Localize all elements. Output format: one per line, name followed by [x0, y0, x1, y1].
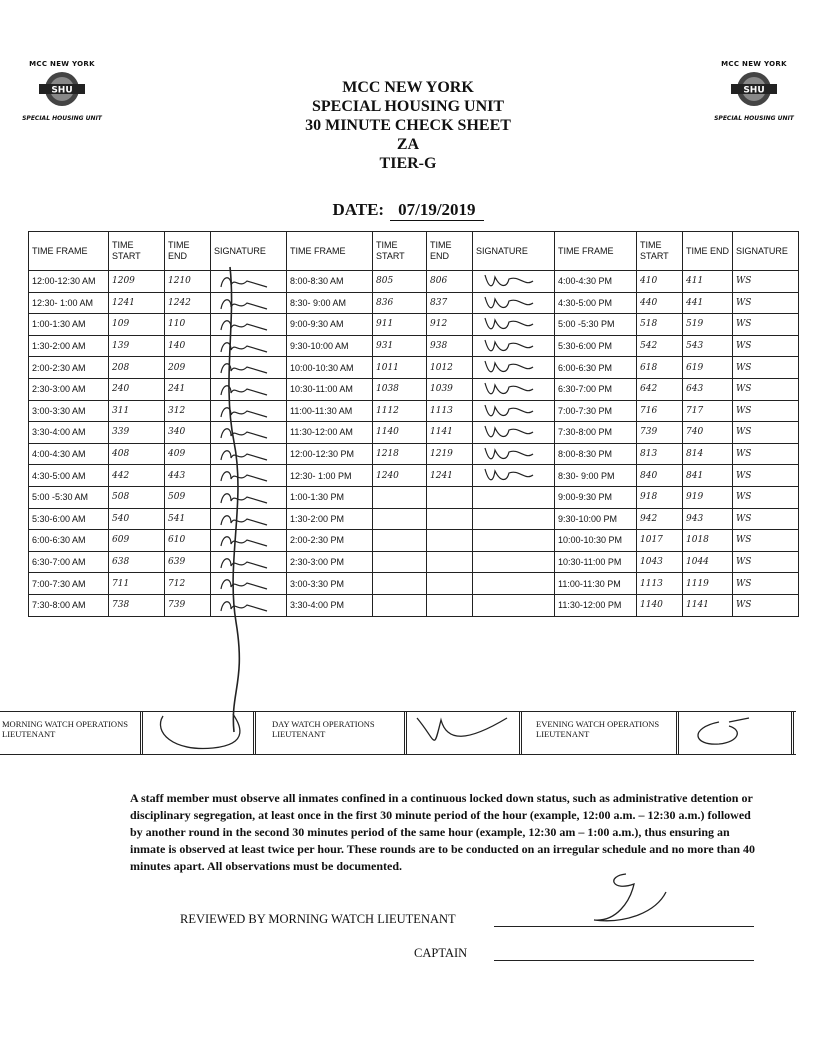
time-start-cell[interactable]: 109	[109, 314, 165, 336]
time-end-cell[interactable]	[427, 573, 473, 595]
time-frame-cell: 3:30-4:00 PM	[287, 594, 373, 616]
time-end-cell[interactable]: 712	[165, 573, 211, 595]
time-frame-cell: 10:30-11:00 PM	[555, 551, 637, 573]
table-row	[29, 443, 799, 465]
time-frame-cell: 8:30- 9:00 AM	[287, 292, 373, 314]
captain-label: CAPTAIN	[414, 946, 468, 960]
table-header-row	[29, 232, 799, 271]
time-start-cell[interactable]: 1140	[637, 594, 683, 616]
signature-mark	[479, 467, 539, 485]
col-time-frame: TIME FRAME	[287, 232, 373, 271]
time-end-cell[interactable]: 841	[683, 465, 733, 487]
time-start-cell[interactable]: 813	[637, 443, 683, 465]
time-end-cell[interactable]: 411	[683, 271, 733, 293]
time-start-cell[interactable]: 738	[109, 594, 165, 616]
time-start-cell[interactable]	[373, 530, 427, 552]
morning-watch-label: MORNING WATCH OPERATIONS LIEUTENANT	[2, 719, 128, 739]
signature-cell[interactable]	[473, 465, 555, 487]
col-time-end: TIME END	[165, 232, 211, 271]
time-frame-cell: 5:00 -5:30 PM	[555, 314, 637, 336]
table-row	[29, 314, 799, 336]
signature-cell[interactable]	[473, 335, 555, 357]
time-frame-cell: 4:00-4:30 PM	[555, 271, 637, 293]
time-start-cell[interactable]: 440	[637, 292, 683, 314]
time-frame-cell: 1:00-1:30 AM	[29, 314, 109, 336]
sheet-header	[0, 78, 816, 173]
time-end-cell[interactable]: 1141	[683, 594, 733, 616]
signature-cell[interactable]	[473, 422, 555, 444]
time-frame-cell: 8:00-8:30 PM	[555, 443, 637, 465]
time-frame-cell: 7:00-7:30 AM	[29, 573, 109, 595]
time-start-cell[interactable]: 911	[373, 314, 427, 336]
signature-cell[interactable]: WS	[733, 422, 799, 444]
time-start-cell[interactable]: 410	[637, 271, 683, 293]
signature-mark	[479, 446, 539, 464]
col-time-start: TIME START	[109, 232, 165, 271]
time-frame-cell: 11:30-12:00 AM	[287, 422, 373, 444]
time-end-cell[interactable]: 443	[165, 465, 211, 487]
col-time-end: TIME END	[427, 232, 473, 271]
time-frame-cell: 2:30-3:00 PM	[287, 551, 373, 573]
time-start-cell[interactable]: 540	[109, 508, 165, 530]
morning-signature-stroke	[200, 262, 280, 742]
time-start-cell[interactable]: 442	[109, 465, 165, 487]
time-frame-cell: 6:30-7:00 AM	[29, 551, 109, 573]
time-frame-cell: 9:00-9:30 AM	[287, 314, 373, 336]
time-end-cell[interactable]: 1219	[427, 443, 473, 465]
date-label: DATE:	[332, 200, 385, 219]
time-start-cell[interactable]: 1043	[637, 551, 683, 573]
captain-signature-line[interactable]	[494, 960, 754, 961]
time-start-cell[interactable]: 609	[109, 530, 165, 552]
signature-mark	[479, 316, 539, 334]
signature-mark	[479, 424, 539, 442]
time-frame-cell: 2:00-2:30 AM	[29, 357, 109, 379]
time-start-cell[interactable]: 1209	[109, 271, 165, 293]
signature-cell[interactable]: WS	[733, 335, 799, 357]
table-row	[29, 486, 799, 508]
time-frame-cell: 11:30-12:00 PM	[555, 594, 637, 616]
time-end-cell[interactable]: 441	[683, 292, 733, 314]
time-start-cell[interactable]: 711	[109, 573, 165, 595]
header-line5: TIER-G	[379, 155, 437, 172]
time-end-cell[interactable]: 1113	[427, 400, 473, 422]
time-frame-cell: 8:30- 9:00 PM	[555, 465, 637, 487]
time-frame-cell: 5:30-6:00 AM	[29, 508, 109, 530]
time-start-cell[interactable]: 508	[109, 486, 165, 508]
signature-cell[interactable]	[473, 400, 555, 422]
time-end-cell[interactable]: 509	[165, 486, 211, 508]
time-start-cell[interactable]: 618	[637, 357, 683, 379]
time-start-cell[interactable]: 642	[637, 378, 683, 400]
signature-cell[interactable]: WS	[733, 357, 799, 379]
time-end-cell[interactable]	[427, 594, 473, 616]
table-row	[29, 422, 799, 444]
reviewed-by-label: REVIEWED BY MORNING WATCH LIEUTENANT	[180, 912, 456, 926]
time-start-cell[interactable]: 840	[637, 465, 683, 487]
signature-cell[interactable]: WS	[733, 443, 799, 465]
col-signature: SIGNATURE	[733, 232, 799, 271]
time-start-cell[interactable]: 638	[109, 551, 165, 573]
time-frame-cell: 3:30-4:00 AM	[29, 422, 109, 444]
time-start-cell[interactable]	[373, 486, 427, 508]
seal-text: SHU	[51, 85, 73, 96]
time-frame-cell: 8:00-8:30 AM	[287, 271, 373, 293]
reviewer-signature-mark	[586, 862, 676, 932]
table-row	[29, 551, 799, 573]
table-row	[29, 508, 799, 530]
signature-cell[interactable]	[473, 357, 555, 379]
time-start-cell[interactable]: 1241	[109, 292, 165, 314]
logo-bottom-text: SPECIAL HOUSING UNIT	[22, 115, 102, 122]
time-start-cell[interactable]: 311	[109, 400, 165, 422]
time-frame-cell: 5:30-6:00 PM	[555, 335, 637, 357]
time-frame-cell: 7:30-8:00 PM	[555, 422, 637, 444]
header-line2: SPECIAL HOUSING UNIT	[311, 98, 505, 115]
observation-notice: A staff member must observe all inmates confined in a continuous locked down status, such as administrative detention or disciplinary segregation, at least once in the first 30 minute period of the hour (example, 12:00 a.m. – 12:30 a.m.) followed by another round in the second 30 minutes period of the same hour (example, 12:30 am – 1:00 a.m.), thus ensuring an inmate is observed at least twice per hour. These rounds are to be conducted on an irregular schedule and no more than 40 minutes apart. All observations must be documented.	[130, 791, 756, 873]
time-end-cell[interactable]: 1119	[683, 573, 733, 595]
seal-text: SHU	[743, 85, 765, 96]
signature-cell[interactable]	[473, 292, 555, 314]
time-end-cell[interactable]: 1241	[427, 465, 473, 487]
signature-cell[interactable]	[473, 594, 555, 616]
time-frame-cell: 12:00-12:30 AM	[29, 271, 109, 293]
time-frame-cell: 10:00-10:30 PM	[555, 530, 637, 552]
time-end-cell[interactable]	[427, 508, 473, 530]
time-start-cell[interactable]: 208	[109, 357, 165, 379]
signature-mark	[479, 338, 539, 356]
signature-cell[interactable]	[473, 271, 555, 293]
time-end-cell[interactable]: 619	[683, 357, 733, 379]
signature-cell[interactable]: WS	[733, 551, 799, 573]
time-end-cell[interactable]: 814	[683, 443, 733, 465]
time-end-cell[interactable]: 1242	[165, 292, 211, 314]
time-frame-cell: 6:00-6:30 AM	[29, 530, 109, 552]
signature-cell[interactable]: WS	[733, 486, 799, 508]
time-start-cell[interactable]: 518	[637, 314, 683, 336]
time-frame-cell: 11:00-11:30 AM	[287, 400, 373, 422]
evening-watch-label: EVENING WATCH OPERATIONS LIEUTENANT	[536, 719, 660, 739]
col-time-start: TIME START	[637, 232, 683, 271]
table-row	[29, 271, 799, 293]
time-start-cell[interactable]: 836	[373, 292, 427, 314]
time-end-cell[interactable]: 1018	[683, 530, 733, 552]
watch-lieutenant-row	[0, 711, 796, 755]
time-frame-cell: 2:00-2:30 PM	[287, 530, 373, 552]
time-start-cell[interactable]: 1011	[373, 357, 427, 379]
time-start-cell[interactable]	[373, 594, 427, 616]
col-time-start: TIME START	[373, 232, 427, 271]
table-row	[29, 335, 799, 357]
time-end-cell[interactable]: 806	[427, 271, 473, 293]
signature-mark	[407, 712, 519, 754]
day-watch-label: DAY WATCH OPERATIONS LIEUTENANT	[272, 719, 375, 739]
reviewed-by-signature-line[interactable]	[494, 926, 754, 927]
time-start-cell[interactable]: 339	[109, 422, 165, 444]
signature-cell[interactable]: WS	[733, 378, 799, 400]
time-end-cell[interactable]	[427, 551, 473, 573]
time-start-cell[interactable]: 1218	[373, 443, 427, 465]
signature-cell[interactable]: WS	[733, 271, 799, 293]
time-end-cell[interactable]: 1044	[683, 551, 733, 573]
signature-cell[interactable]	[473, 314, 555, 336]
time-start-cell[interactable]: 1112	[373, 400, 427, 422]
time-start-cell[interactable]: 139	[109, 335, 165, 357]
time-frame-cell: 9:30-10:00 PM	[555, 508, 637, 530]
table-row	[29, 400, 799, 422]
time-start-cell[interactable]: 739	[637, 422, 683, 444]
time-frame-cell: 12:00-12:30 PM	[287, 443, 373, 465]
time-end-cell[interactable]: 541	[165, 508, 211, 530]
time-end-cell[interactable]: 209	[165, 357, 211, 379]
time-end-cell[interactable]: 639	[165, 551, 211, 573]
signature-mark	[143, 712, 253, 754]
signature-mark	[479, 381, 539, 399]
time-frame-cell: 2:30-3:00 AM	[29, 378, 109, 400]
time-end-cell[interactable]: 938	[427, 335, 473, 357]
logo-top-text: MCC NEW YORK	[29, 60, 95, 68]
time-start-cell[interactable]: 240	[109, 378, 165, 400]
signature-cell[interactable]	[473, 551, 555, 573]
time-end-cell[interactable]: 739	[165, 594, 211, 616]
time-frame-cell: 1:30-2:00 PM	[287, 508, 373, 530]
col-signature: SIGNATURE	[211, 232, 287, 271]
table-row	[29, 292, 799, 314]
time-frame-cell: 7:30-8:00 AM	[29, 594, 109, 616]
time-start-cell[interactable]: 408	[109, 443, 165, 465]
logo-bottom-text: SPECIAL HOUSING UNIT	[714, 115, 794, 122]
time-end-cell[interactable]: 1039	[427, 378, 473, 400]
time-end-cell[interactable]: 912	[427, 314, 473, 336]
signature-cell[interactable]: WS	[733, 292, 799, 314]
signature-cell[interactable]	[473, 486, 555, 508]
table-row	[29, 594, 799, 616]
day-watch-signature-box[interactable]	[404, 712, 522, 754]
time-frame-cell: 10:30-11:00 AM	[287, 378, 373, 400]
time-start-cell[interactable]: 918	[637, 486, 683, 508]
time-start-cell[interactable]	[373, 508, 427, 530]
evening-watch-signature-box[interactable]	[676, 712, 794, 754]
signature-cell[interactable]	[473, 378, 555, 400]
table-row	[29, 465, 799, 487]
time-end-cell[interactable]: 1012	[427, 357, 473, 379]
signature-mark	[479, 295, 539, 313]
time-start-cell[interactable]	[373, 573, 427, 595]
signature-mark	[479, 359, 539, 377]
time-frame-cell: 3:00-3:30 PM	[287, 573, 373, 595]
time-end-cell[interactable]: 1210	[165, 271, 211, 293]
time-end-cell[interactable]: 110	[165, 314, 211, 336]
signature-mark	[479, 273, 539, 291]
table-row	[29, 378, 799, 400]
col-time-end: TIME END	[683, 232, 733, 271]
time-frame-cell: 4:00-4:30 AM	[29, 443, 109, 465]
time-start-cell[interactable]: 716	[637, 400, 683, 422]
time-start-cell[interactable]: 1038	[373, 378, 427, 400]
date-value: 07/19/2019	[390, 200, 483, 221]
time-start-cell[interactable]: 1240	[373, 465, 427, 487]
date-line	[0, 200, 816, 221]
time-end-cell[interactable]: 1141	[427, 422, 473, 444]
signature-mark	[679, 712, 791, 754]
time-frame-cell: 1:30-2:00 AM	[29, 335, 109, 357]
signature-cell[interactable]	[473, 530, 555, 552]
signature-cell[interactable]: WS	[733, 314, 799, 336]
time-end-cell[interactable]: 140	[165, 335, 211, 357]
time-end-cell[interactable]: 643	[683, 378, 733, 400]
time-start-cell[interactable]: 942	[637, 508, 683, 530]
header-line4: ZA	[396, 136, 420, 153]
table-row	[29, 573, 799, 595]
time-end-cell[interactable]: 740	[683, 422, 733, 444]
time-frame-cell: 9:30-10:00 AM	[287, 335, 373, 357]
signature-cell[interactable]: WS	[733, 465, 799, 487]
time-frame-cell: 4:30-5:00 PM	[555, 292, 637, 314]
signature-cell[interactable]: WS	[733, 594, 799, 616]
time-start-cell[interactable]: 1017	[637, 530, 683, 552]
time-frame-cell: 4:30-5:00 AM	[29, 465, 109, 487]
time-start-cell[interactable]	[373, 551, 427, 573]
time-end-cell[interactable]: 610	[165, 530, 211, 552]
time-end-cell[interactable]: 543	[683, 335, 733, 357]
time-end-cell[interactable]	[427, 530, 473, 552]
time-start-cell[interactable]: 1113	[637, 573, 683, 595]
time-frame-cell: 7:00-7:30 PM	[555, 400, 637, 422]
logo-top-text: MCC NEW YORK	[721, 60, 787, 68]
time-end-cell[interactable]: 312	[165, 400, 211, 422]
morning-watch-signature-box[interactable]	[140, 712, 256, 754]
col-signature: SIGNATURE	[473, 232, 555, 271]
time-frame-cell: 6:00-6:30 PM	[555, 357, 637, 379]
signature-cell[interactable]: WS	[733, 573, 799, 595]
signature-cell[interactable]	[473, 573, 555, 595]
table-row	[29, 530, 799, 552]
signature-cell[interactable]	[473, 443, 555, 465]
table-row	[29, 357, 799, 379]
time-end-cell[interactable]: 241	[165, 378, 211, 400]
time-end-cell[interactable]: 519	[683, 314, 733, 336]
time-start-cell[interactable]: 542	[637, 335, 683, 357]
time-end-cell[interactable]	[427, 486, 473, 508]
signature-cell[interactable]	[473, 508, 555, 530]
time-frame-cell: 6:30-7:00 PM	[555, 378, 637, 400]
col-time-frame: TIME FRAME	[555, 232, 637, 271]
time-start-cell[interactable]: 931	[373, 335, 427, 357]
signature-cell[interactable]: WS	[733, 530, 799, 552]
time-frame-cell: 12:30- 1:00 PM	[287, 465, 373, 487]
time-end-cell[interactable]: 717	[683, 400, 733, 422]
time-end-cell[interactable]: 340	[165, 422, 211, 444]
time-frame-cell: 11:00-11:30 PM	[555, 573, 637, 595]
time-end-cell[interactable]: 943	[683, 508, 733, 530]
time-frame-cell: 10:00-10:30 AM	[287, 357, 373, 379]
col-time-frame: TIME FRAME	[29, 232, 109, 271]
time-start-cell[interactable]: 1140	[373, 422, 427, 444]
time-frame-cell: 3:00-3:30 AM	[29, 400, 109, 422]
time-start-cell[interactable]: 805	[373, 271, 427, 293]
check-table	[28, 231, 799, 617]
time-end-cell[interactable]: 837	[427, 292, 473, 314]
time-frame-cell: 1:00-1:30 PM	[287, 486, 373, 508]
signature-cell[interactable]: WS	[733, 400, 799, 422]
signature-cell[interactable]: WS	[733, 508, 799, 530]
time-frame-cell: 5:00 -5:30 AM	[29, 486, 109, 508]
header-line3: 30 MINUTE CHECK SHEET	[305, 117, 511, 134]
time-frame-cell: 12:30- 1:00 AM	[29, 292, 109, 314]
header-line1: MCC NEW YORK	[342, 79, 474, 96]
time-end-cell[interactable]: 919	[683, 486, 733, 508]
time-end-cell[interactable]: 409	[165, 443, 211, 465]
signature-mark	[479, 403, 539, 421]
time-frame-cell: 9:00-9:30 PM	[555, 486, 637, 508]
